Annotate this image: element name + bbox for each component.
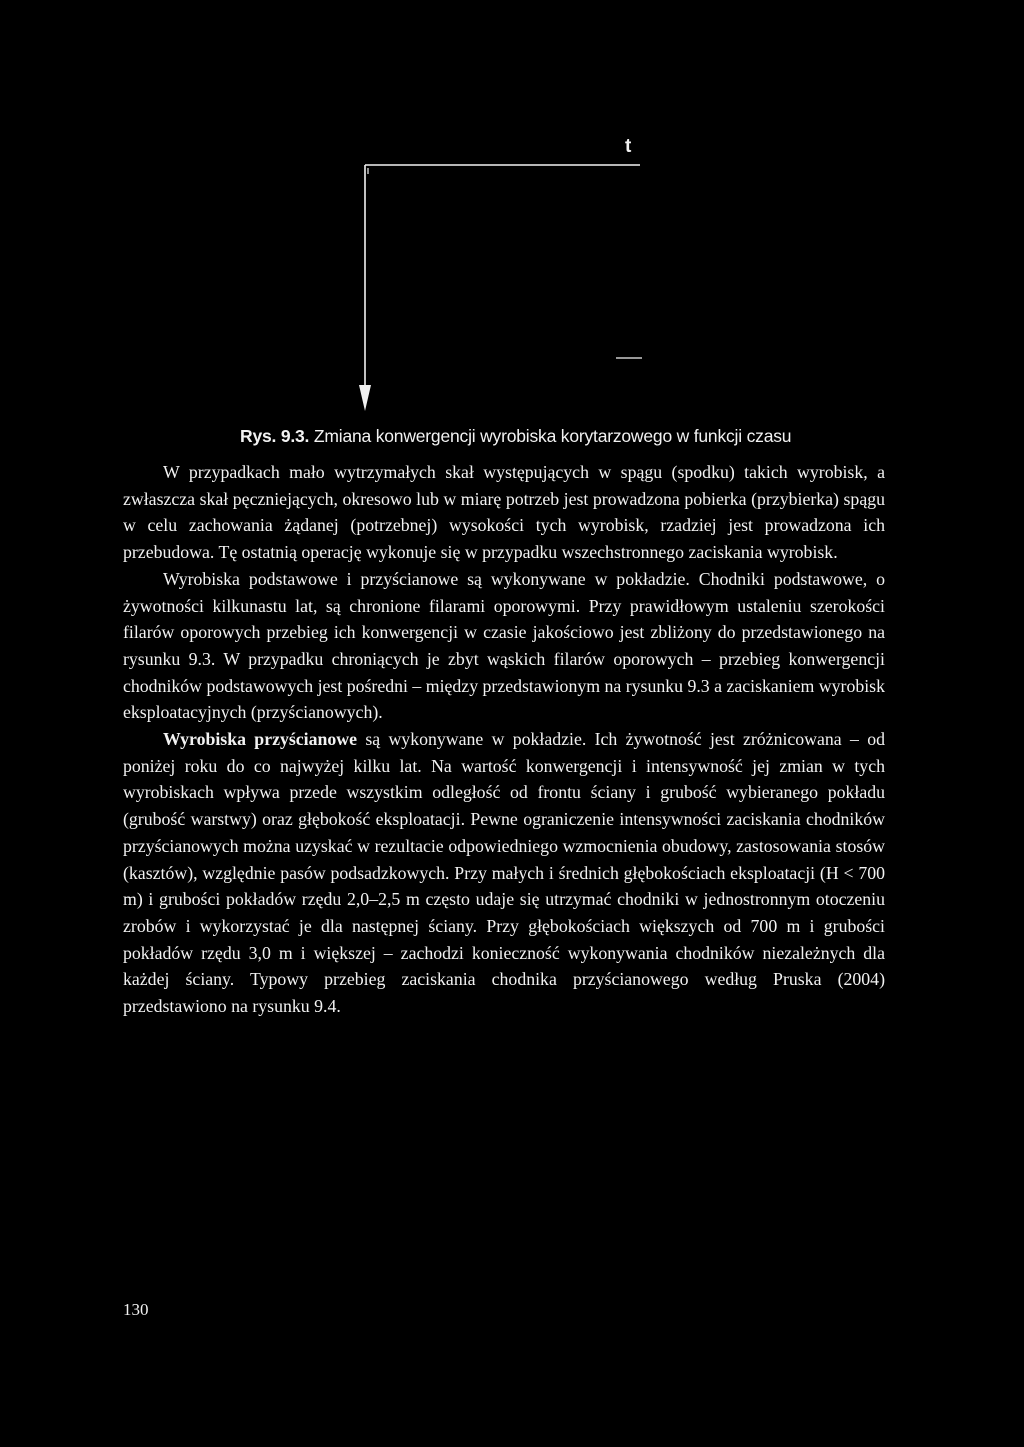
caption-label: Rys. 9.3. <box>240 426 310 446</box>
convergence-axis-arrowhead <box>359 385 371 411</box>
time-axis-label: t <box>625 136 632 157</box>
bold-term-wyrobiska-przyscianowe: Wyrobiska przyścianowe <box>163 729 358 750</box>
body-text <box>123 459 885 1020</box>
paragraph-3 <box>123 726 885 1020</box>
page-number: 130 <box>123 1300 149 1319</box>
figure-caption <box>240 425 980 447</box>
paragraph-2: Wyrobiska podstawowe i przyścianowe są wykonywane w pokładzie. Chodniki podstawowe, o żywotności kilkunastu lat, są chronione filarami oporowymi. Przy prawidłowym ustaleniu szerokości filarów oporowych przebieg ich konwergencji w czasie jakościowo jest zbliżony do przedstawionego na rysunku 9.3. W przypadku chroniących je zbyt wąskich filarów oporowych – przebieg konwergencji chodników podstawowych jest pośredni – między przedstawionym na rysunku 9.3 a zaciskaniem wyrobisk eksploatacyjnych (przyścianowych). <box>123 568 885 723</box>
paragraph-3-text: są wykonywane w pokładzie. Ich żywotność jest zróżnicowana – od poniżej roku do co najwyżej kilku lat. Na wartość konwergencji i intensywność jej zmian w tych wyrobiskach wpływa przede wszystkim odległość od frontu ściany i grubość wybieranego pokładu (grubość warstwy) oraz głębokość eksploatacji. Pewne ograniczenie intensywności zaciskania chodników przyścianowych można uzyskać w rezultacie odpowiedniego wzmocnienia obudowy, zastosowania stosów (kasztów), względnie pasów podsadzkowych. Przy małych i średnich głębokościach eksploatacji (H < 700 m) i grubości pokładów rzędu 2,0–2,5 m często udaje się utrzymać chodniki w jednostronnym otoczeniu zrobów i wykorzystać je dla następnej ściany. Przy głębokościach większych od 700 m i grubości pokładów rzędu 3,0 m i większej – zachodzi konieczność wykonywania chodników niezależnych dla każdej ściany. Typowy przebieg zaciskania chodnika przyścianowego według Pruska (2004) przedstawiono na rysunku 9.4. <box>123 729 885 1017</box>
paragraph-1: W przypadkach mało wytrzymałych skał występujących w spągu (spodku) takich wyrobisk, a zwłaszcza skał pęczniejących, okresowo lub w miarę potrzeb jest prowadzona pobierka (przybierka) spągu w celu zachowania żądanej (potrzebnej) wysokości tych wyrobisk, rzadziej jest prowadzona ich przebudowa. Tę ostatnią operację wykonuje się w przypadku wszechstronnego zaciskania wyrobisk. <box>123 462 885 563</box>
caption-text: Zmiana konwergencji wyrobiska korytarzowego w funkcji czasu <box>313 426 792 446</box>
figure-axes <box>340 130 670 420</box>
convergence-figure <box>340 130 670 420</box>
